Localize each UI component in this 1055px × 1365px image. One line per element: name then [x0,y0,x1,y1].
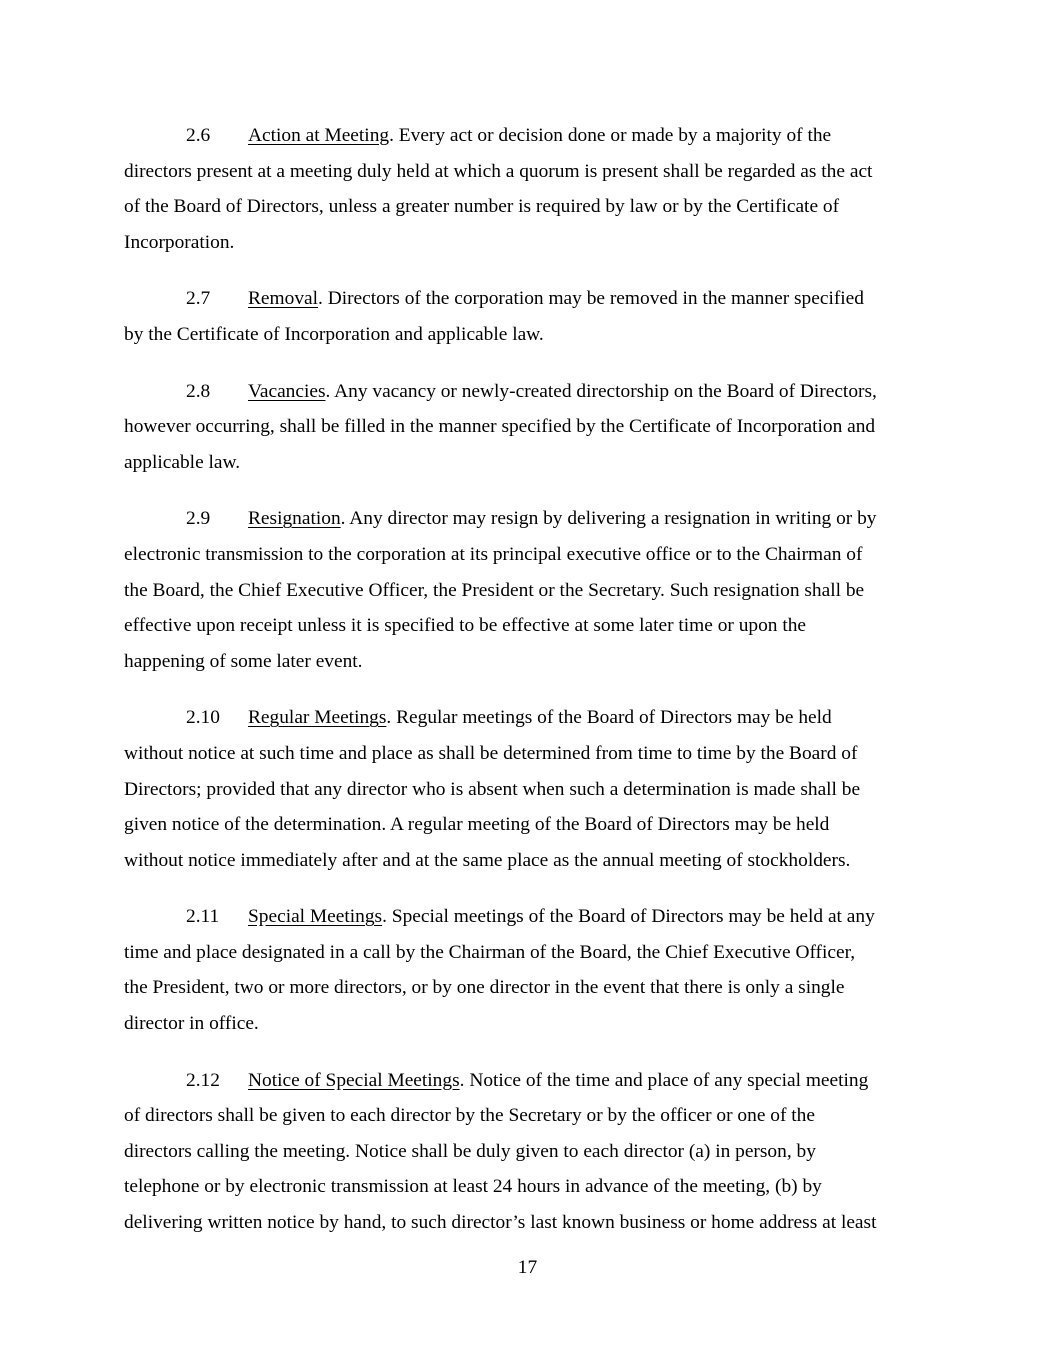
section-number: 2.11 [186,906,220,928]
section-text-line: delivering written notice by hand, to such director’s last known business or home address at least [124,1212,877,1234]
section-heading: Removal [248,288,319,310]
document-page [124,118,932,1262]
section-heading: Special Meetings [248,906,383,928]
section-text: . Regular meetings of the Board of Directors may be held [386,707,832,729]
section-number: 2.8 [186,380,211,402]
section-text-line: directors calling the meeting. Notice shall be duly given to each director (a) in person, by [124,1140,816,1162]
section-text-line: applicable law. [124,451,241,473]
section-text: . Special meetings of the Board of Directors may be held at any [382,906,875,928]
section-text-line: without notice at such time and place as shall be determined from time to time by the Board of [124,742,858,764]
section-text-line: of the Board of Directors, unless a greater number is required by law or by the Certificate of [124,196,840,218]
section-text-line: effective upon receipt unless it is specified to be effective at some later time or upon the [124,615,807,637]
section-text-line: time and place designated in a call by the Chairman of the Board, the Chief Executive Officer, [124,941,856,963]
page-number: 17 [517,1257,538,1278]
section-text-line: however occurring, shall be filled in the manner specified by the Certificate of Incorporation and [124,416,876,438]
section-heading: Regular Meetings [248,707,387,729]
section-text-line: without notice immediately after and at the same place as the annual meeting of stockholders. [124,849,851,871]
section-heading: Action at Meeting [248,125,390,146]
section-number: 2.6 [186,125,211,146]
section-text-line: Directors; provided that any director who is absent when such a determination is made shall be [124,778,861,800]
section-heading: Resignation [248,508,341,530]
section-text: . Any vacancy or newly-created directorship on the Board of Directors, [325,380,877,402]
section-2-7 [124,281,932,352]
section-2-11 [124,899,932,1041]
section-number: 2.10 [186,707,220,729]
section-text: . Directors of the corporation may be removed in the manner specified [318,288,864,310]
section-number: 2.12 [186,1069,220,1091]
section-text: . Every act or decision done or made by a majority of the [389,125,832,146]
section-2-9 [124,501,932,679]
section-text-line: telephone or by electronic transmission at least 24 hours in advance of the meeting, (b) by [124,1176,822,1198]
section-text-line: given notice of the determination. A regular meeting of the Board of Directors may be held [124,814,830,836]
section-heading: Vacancies [248,380,326,402]
section-number: 2.9 [186,508,211,530]
section-text-line: director in office. [124,1013,259,1035]
section-2-10 [124,700,932,878]
section-text-line: directors present at a meeting duly held at which a quorum is present shall be regarded as the act [124,160,873,182]
section-text-line: Incorporation. [124,231,235,253]
section-2-8 [124,374,932,481]
section-text-line: the President, two or more directors, or by one director in the event that there is only a single [124,977,845,999]
section-text-line: happening of some later event. [124,650,363,672]
section-heading: Notice of Special Meetings [248,1069,460,1091]
section-number: 2.7 [186,288,211,310]
section-text-line: of directors shall be given to each director by the Secretary or by the officer or one of the [124,1105,815,1127]
section-2-12 [124,1063,932,1241]
section-text: . Any director may resign by delivering a resignation in writing or by [340,508,877,530]
section-text-line: by the Certificate of Incorporation and applicable law. [124,323,544,345]
section-text-line: electronic transmission to the corporation at its principal executive office or to the Chairman of [124,543,863,565]
section-text-line: the Board, the Chief Executive Officer, the President or the Secretary. Such resignation shall be [124,579,865,601]
section-2-6 [124,118,932,260]
section-text: . Notice of the time and place of any special meeting [459,1069,869,1091]
